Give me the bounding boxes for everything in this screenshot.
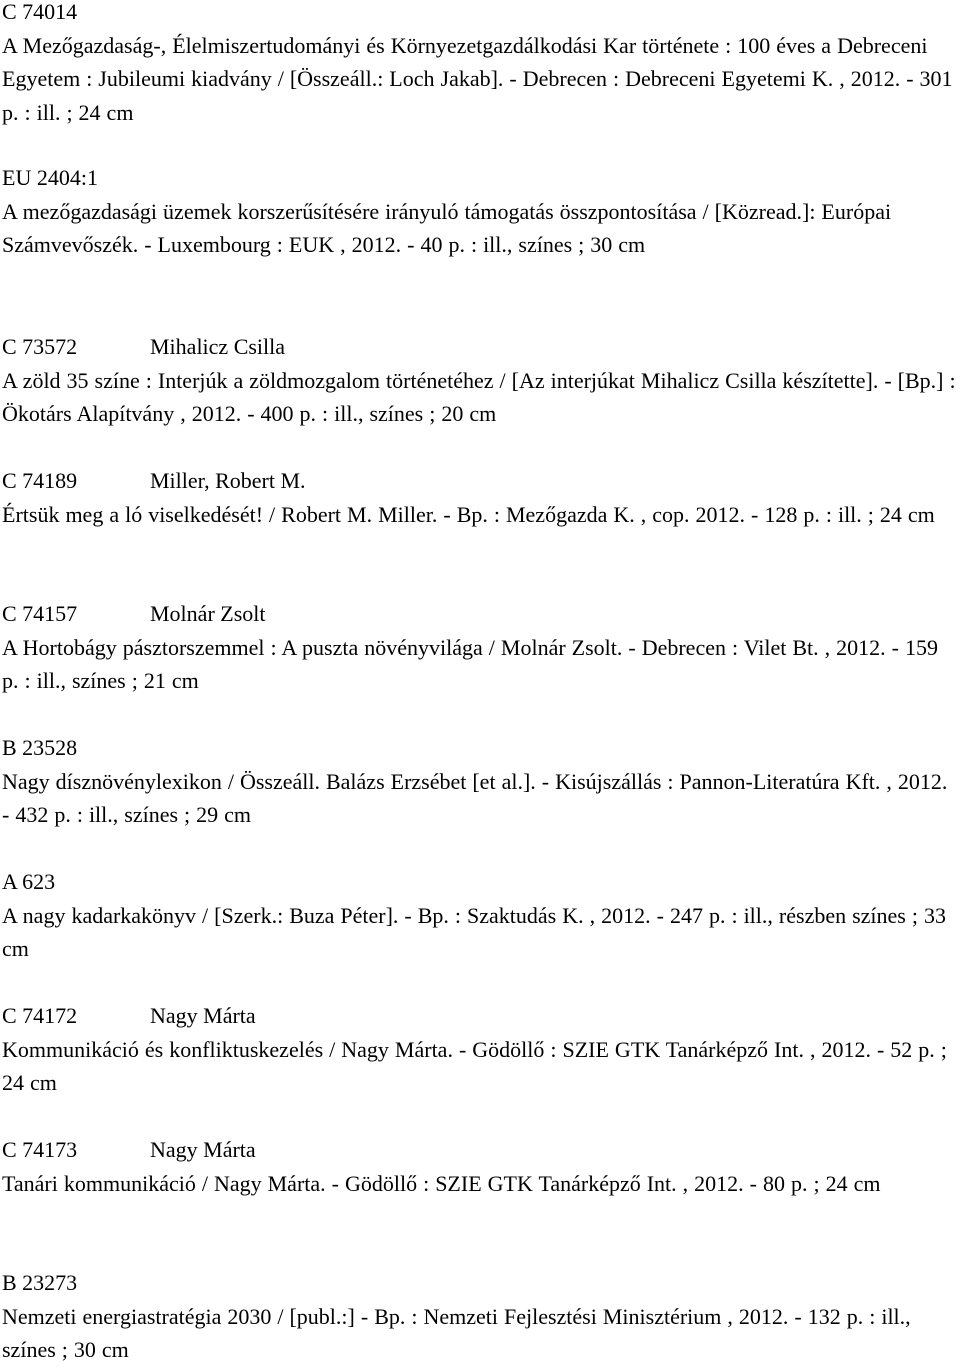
call-number: B 23273 [2,1270,78,1295]
call-number: C 73572 [2,334,78,359]
entry-header [2,731,956,765]
call-number: A 623 [2,869,56,894]
author-name: Nagy Márta [150,1137,256,1162]
call-number: B 23528 [2,735,78,760]
author-name: Mihalicz Csilla [150,334,286,359]
entry-header [2,464,956,498]
catalog-entry [2,731,956,832]
catalog-entry [2,1133,956,1200]
catalog-entry [2,464,956,531]
entry-description: A Hortobágy pásztorszemmel : A puszta növényvilága / Molnár Zsolt. - Debrecen : Vilet Bt. , 2012. - 159 p. : ill., színes ; 21 cm [2,634,938,693]
entry-header [2,597,956,631]
call-number: C 74189 [2,468,78,493]
entry-header [2,161,956,195]
entry-description: Tanári kommunikáció / Nagy Márta. - Gödöllő : SZIE GTK Tanárképző Int. , 2012. - 80 p. ; 24 cm [2,1170,881,1196]
entry-header [2,865,956,899]
entry-description: A Mezőgazdaság-, Élelmiszertudományi és Környezetgazdálkodási Kar története : 100 éves a Debreceni Egyetem : Jubileumi kiadvány / [Összeáll.: Loch Jakab]. - Debrecen : Debreceni Egyetemi K. , 2012. - 301 p. : ill. ; 24 cm [2,32,953,125]
entry-description: A zöld 35 színe : Interjúk a zöldmozgalom történetéhez / [Az interjúkat Mihalicz Csilla készítette]. - [Bp.] : Ökotárs Alapítvány , 2012. - 400 p. : ill., színes ; 20 cm [2,367,956,426]
entry-description: Nagy dísznövénylexikon / Összeáll. Balázs Erzsébet [et al.]. - Kisújszállás : Pannon-Literatúra Kft. , 2012. - 432 p. : ill., színes ; 29 cm [2,768,948,827]
call-number: EU 2404:1 [2,165,98,190]
entry-header [2,999,956,1033]
call-number: C 74014 [2,0,78,24]
catalog-entry [2,597,956,698]
entry-description: Értsük meg a ló viselkedését! / Robert M. Miller. - Bp. : Mezőgazda K. , cop. 2012. - 128 p. : ill. ; 24 cm [2,501,935,527]
call-number: C 74157 [2,601,78,626]
author-name: Molnár Zsolt [150,601,266,626]
author-name: Nagy Márta [150,1003,256,1028]
catalog-entry [2,1266,956,1367]
catalog-entry [2,330,956,431]
catalog-entry [2,0,956,129]
entry-description: Kommunikáció és konfliktuskezelés / Nagy Márta. - Gödöllő : SZIE GTK Tanárképző Int. , 2012. - 52 p. ; 24 cm [2,1036,947,1095]
call-number: C 74173 [2,1137,78,1162]
catalog-entry [2,161,956,262]
entry-header [2,1266,956,1300]
entry-description: Nemzeti energiastratégia 2030 / [publ.:] - Bp. : Nemzeti Fejlesztési Minisztérium , 2012. - 132 p. : ill., színes ; 30 cm [2,1303,911,1362]
author-name: Miller, Robert M. [150,468,306,493]
catalog-entry [2,865,956,966]
entry-header [2,0,956,29]
entry-description: A nagy kadarkakönyv / [Szerk.: Buza Péter]. - Bp. : Szaktudás K. , 2012. - 247 p. : ill., részben színes ; 33 cm [2,902,946,961]
catalog-entry [2,999,956,1100]
entry-description: A mezőgazdasági üzemek korszerűsítésére irányuló támogatás összpontosítása / [Közread.]: Európai Számvevőszék. - Luxembourg : EUK , 2012. - 40 p. : ill., színes ; 30 cm [2,198,892,257]
call-number: C 74172 [2,1003,78,1028]
entry-header [2,1133,956,1167]
entry-header [2,330,956,364]
